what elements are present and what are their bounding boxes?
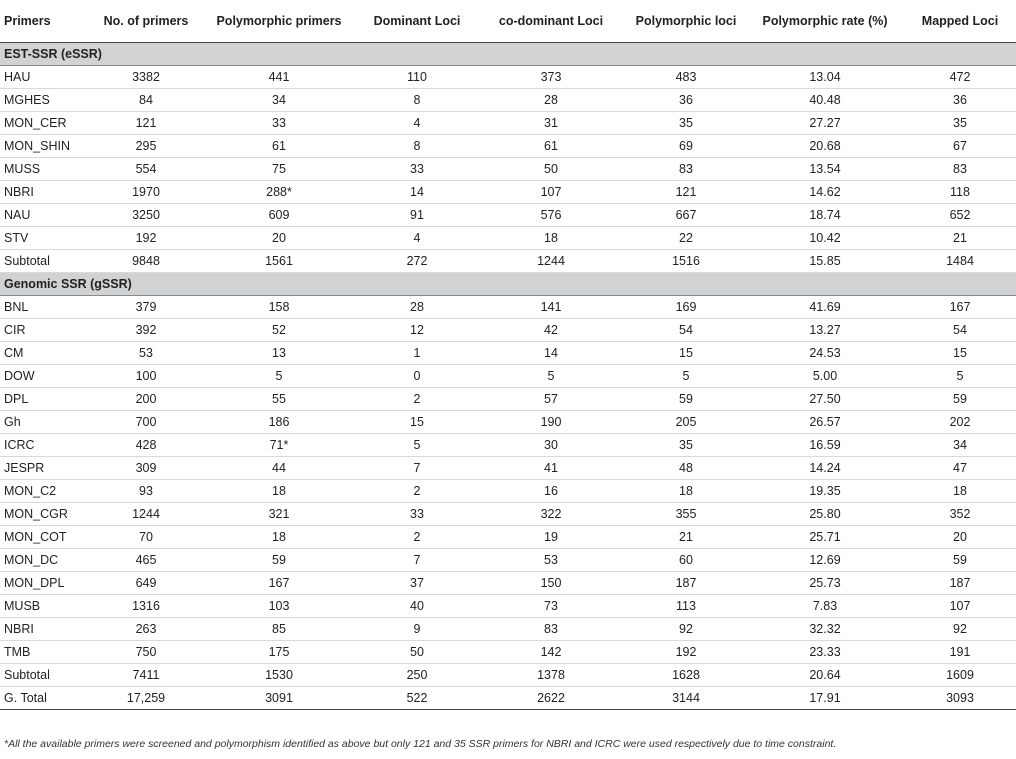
table-cell: 288* bbox=[200, 180, 358, 203]
table-cell: 14.24 bbox=[746, 456, 904, 479]
table-cell: 44 bbox=[200, 456, 358, 479]
row-label: CM bbox=[0, 341, 92, 364]
table-cell: 373 bbox=[476, 65, 626, 88]
table-cell: 1378 bbox=[476, 663, 626, 686]
table-cell: 17,259 bbox=[92, 686, 200, 709]
column-header: Polymorphic loci bbox=[626, 0, 746, 42]
row-label: HAU bbox=[0, 65, 92, 88]
table-row bbox=[0, 617, 1016, 640]
table-cell: 59 bbox=[626, 387, 746, 410]
table-cell: 28 bbox=[358, 295, 476, 318]
table-cell: 192 bbox=[626, 640, 746, 663]
table-cell: 69 bbox=[626, 134, 746, 157]
table-cell: 576 bbox=[476, 203, 626, 226]
table-cell: 379 bbox=[92, 295, 200, 318]
table-cell: 7 bbox=[358, 548, 476, 571]
table-row bbox=[0, 410, 1016, 433]
table-cell: 28 bbox=[476, 88, 626, 111]
table-cell: 12 bbox=[358, 318, 476, 341]
table-cell: 150 bbox=[476, 571, 626, 594]
table-cell: 20 bbox=[200, 226, 358, 249]
table-cell: 92 bbox=[626, 617, 746, 640]
table-cell: 61 bbox=[200, 134, 358, 157]
row-label: MON_DPL bbox=[0, 571, 92, 594]
table-cell: 483 bbox=[626, 65, 746, 88]
table-cell: 121 bbox=[92, 111, 200, 134]
table-cell: 263 bbox=[92, 617, 200, 640]
table-cell: 14.62 bbox=[746, 180, 904, 203]
row-label: MON_COT bbox=[0, 525, 92, 548]
table-cell: 18 bbox=[200, 525, 358, 548]
table-row bbox=[0, 111, 1016, 134]
table-cell: 17.91 bbox=[746, 686, 904, 709]
table-cell: 54 bbox=[626, 318, 746, 341]
table-cell: 55 bbox=[200, 387, 358, 410]
table-cell: 554 bbox=[92, 157, 200, 180]
row-label: Subtotal bbox=[0, 663, 92, 686]
table-cell: 60 bbox=[626, 548, 746, 571]
table-cell: 26.57 bbox=[746, 410, 904, 433]
table-cell: 5 bbox=[476, 364, 626, 387]
table-cell: 20.64 bbox=[746, 663, 904, 686]
column-header: No. of primers bbox=[92, 0, 200, 42]
table-cell: 10.42 bbox=[746, 226, 904, 249]
row-label: BNL bbox=[0, 295, 92, 318]
column-header: Primers bbox=[0, 0, 92, 42]
row-label: MUSS bbox=[0, 157, 92, 180]
table-cell: 34 bbox=[904, 433, 1016, 456]
table-cell: 202 bbox=[904, 410, 1016, 433]
row-label: ICRC bbox=[0, 433, 92, 456]
table-cell: 141 bbox=[476, 295, 626, 318]
table-cell: 700 bbox=[92, 410, 200, 433]
table-cell: 192 bbox=[92, 226, 200, 249]
table-cell: 2 bbox=[358, 479, 476, 502]
table-cell: 40 bbox=[358, 594, 476, 617]
table-cell: 36 bbox=[626, 88, 746, 111]
table-cell: 200 bbox=[92, 387, 200, 410]
row-label: MON_CER bbox=[0, 111, 92, 134]
table-cell: 37 bbox=[358, 571, 476, 594]
table-cell: 27.27 bbox=[746, 111, 904, 134]
row-label: MON_DC bbox=[0, 548, 92, 571]
table-cell: 465 bbox=[92, 548, 200, 571]
table-cell: 100 bbox=[92, 364, 200, 387]
table-cell: 1530 bbox=[200, 663, 358, 686]
column-header: Polymorphic rate (%) bbox=[746, 0, 904, 42]
table-cell: 322 bbox=[476, 502, 626, 525]
table-cell: 272 bbox=[358, 249, 476, 272]
table-cell: 21 bbox=[904, 226, 1016, 249]
table-row bbox=[0, 88, 1016, 111]
table-cell: 15 bbox=[626, 341, 746, 364]
table-row bbox=[0, 65, 1016, 88]
table-cell: 19.35 bbox=[746, 479, 904, 502]
header-row bbox=[0, 0, 1016, 42]
table-cell: 186 bbox=[200, 410, 358, 433]
row-label: MON_C2 bbox=[0, 479, 92, 502]
table-cell: 52 bbox=[200, 318, 358, 341]
table-cell: 13.54 bbox=[746, 157, 904, 180]
table-cell: 53 bbox=[476, 548, 626, 571]
table-cell: 113 bbox=[626, 594, 746, 617]
table-row bbox=[0, 640, 1016, 663]
table-cell: 250 bbox=[358, 663, 476, 686]
table-cell: 25.73 bbox=[746, 571, 904, 594]
table-cell: 40.48 bbox=[746, 88, 904, 111]
row-label: TMB bbox=[0, 640, 92, 663]
table-row bbox=[0, 433, 1016, 456]
table-row bbox=[0, 249, 1016, 272]
table-cell: 14 bbox=[358, 180, 476, 203]
table-cell: 522 bbox=[358, 686, 476, 709]
table-cell: 3144 bbox=[626, 686, 746, 709]
table-cell: 42 bbox=[476, 318, 626, 341]
table-row bbox=[0, 479, 1016, 502]
table-cell: 3250 bbox=[92, 203, 200, 226]
table-cell: 18 bbox=[904, 479, 1016, 502]
table-cell: 9 bbox=[358, 617, 476, 640]
table-cell: 2 bbox=[358, 387, 476, 410]
table-cell: 84 bbox=[92, 88, 200, 111]
table-row bbox=[0, 456, 1016, 479]
table-cell: 93 bbox=[92, 479, 200, 502]
row-label: NAU bbox=[0, 203, 92, 226]
table-cell: 83 bbox=[476, 617, 626, 640]
table-cell: 7 bbox=[358, 456, 476, 479]
table-cell: 8 bbox=[358, 134, 476, 157]
table-cell: 53 bbox=[92, 341, 200, 364]
table-cell: 15 bbox=[358, 410, 476, 433]
table-cell: 36 bbox=[904, 88, 1016, 111]
table-cell: 41 bbox=[476, 456, 626, 479]
table-cell: 15.85 bbox=[746, 249, 904, 272]
table-cell: 309 bbox=[92, 456, 200, 479]
table-cell: 4 bbox=[358, 226, 476, 249]
table-cell: 1561 bbox=[200, 249, 358, 272]
table-cell: 61 bbox=[476, 134, 626, 157]
table-cell: 1970 bbox=[92, 180, 200, 203]
row-label: NBRI bbox=[0, 180, 92, 203]
table-cell: 1244 bbox=[476, 249, 626, 272]
table-row bbox=[0, 203, 1016, 226]
row-label: Gh bbox=[0, 410, 92, 433]
table-cell: 750 bbox=[92, 640, 200, 663]
table-cell: 16.59 bbox=[746, 433, 904, 456]
column-header: Dominant Loci bbox=[358, 0, 476, 42]
column-header: Mapped Loci bbox=[904, 0, 1016, 42]
table-cell: 35 bbox=[904, 111, 1016, 134]
table-cell: 75 bbox=[200, 157, 358, 180]
table-cell: 67 bbox=[904, 134, 1016, 157]
table-cell: 107 bbox=[476, 180, 626, 203]
section-title: Genomic SSR (gSSR) bbox=[0, 272, 1016, 295]
table-cell: 355 bbox=[626, 502, 746, 525]
row-label: Subtotal bbox=[0, 249, 92, 272]
table-cell: 35 bbox=[626, 433, 746, 456]
table-row bbox=[0, 134, 1016, 157]
table-row bbox=[0, 571, 1016, 594]
table-cell: 14 bbox=[476, 341, 626, 364]
table-cell: 1484 bbox=[904, 249, 1016, 272]
table-row bbox=[0, 364, 1016, 387]
table-cell: 8 bbox=[358, 88, 476, 111]
table-cell: 5 bbox=[626, 364, 746, 387]
table-cell: 9848 bbox=[92, 249, 200, 272]
section-header-row bbox=[0, 42, 1016, 65]
table-cell: 321 bbox=[200, 502, 358, 525]
table-cell: 1516 bbox=[626, 249, 746, 272]
table-cell: 25.71 bbox=[746, 525, 904, 548]
table-row bbox=[0, 387, 1016, 410]
table-cell: 33 bbox=[200, 111, 358, 134]
table-cell: 73 bbox=[476, 594, 626, 617]
table-cell: 18.74 bbox=[746, 203, 904, 226]
table-cell: 54 bbox=[904, 318, 1016, 341]
table-body bbox=[0, 42, 1016, 709]
table-cell: 18 bbox=[626, 479, 746, 502]
table-cell: 22 bbox=[626, 226, 746, 249]
table-cell: 205 bbox=[626, 410, 746, 433]
table-cell: 48 bbox=[626, 456, 746, 479]
table-cell: 295 bbox=[92, 134, 200, 157]
table-cell: 23.33 bbox=[746, 640, 904, 663]
table-cell: 33 bbox=[358, 157, 476, 180]
table-cell: 5 bbox=[358, 433, 476, 456]
column-header: Polymorphic primers bbox=[200, 0, 358, 42]
table-row bbox=[0, 226, 1016, 249]
table-cell: 18 bbox=[200, 479, 358, 502]
table-cell: 352 bbox=[904, 502, 1016, 525]
table-cell: 3093 bbox=[904, 686, 1016, 709]
table-cell: 1 bbox=[358, 341, 476, 364]
table-cell: 103 bbox=[200, 594, 358, 617]
table-cell: 4 bbox=[358, 111, 476, 134]
row-label: MGHES bbox=[0, 88, 92, 111]
table-cell: 34 bbox=[200, 88, 358, 111]
table-row bbox=[0, 594, 1016, 617]
table-cell: 59 bbox=[904, 548, 1016, 571]
table-row bbox=[0, 548, 1016, 571]
table-cell: 3091 bbox=[200, 686, 358, 709]
table-cell: 169 bbox=[626, 295, 746, 318]
table-cell: 107 bbox=[904, 594, 1016, 617]
row-label: NBRI bbox=[0, 617, 92, 640]
column-header: co-dominant Loci bbox=[476, 0, 626, 42]
table-cell: 118 bbox=[904, 180, 1016, 203]
table-cell: 70 bbox=[92, 525, 200, 548]
table-row bbox=[0, 663, 1016, 686]
table-cell: 50 bbox=[358, 640, 476, 663]
table-cell: 12.69 bbox=[746, 548, 904, 571]
row-label: DOW bbox=[0, 364, 92, 387]
table-cell: 142 bbox=[476, 640, 626, 663]
row-label: JESPR bbox=[0, 456, 92, 479]
table-row bbox=[0, 295, 1016, 318]
table-cell: 1244 bbox=[92, 502, 200, 525]
table-cell: 428 bbox=[92, 433, 200, 456]
table-cell: 1628 bbox=[626, 663, 746, 686]
table-row bbox=[0, 525, 1016, 548]
table-cell: 71* bbox=[200, 433, 358, 456]
table-cell: 158 bbox=[200, 295, 358, 318]
table-row bbox=[0, 180, 1016, 203]
table-cell: 0 bbox=[358, 364, 476, 387]
table-cell: 609 bbox=[200, 203, 358, 226]
table-cell: 187 bbox=[904, 571, 1016, 594]
table-cell: 30 bbox=[476, 433, 626, 456]
table-cell: 5 bbox=[200, 364, 358, 387]
row-label: G. Total bbox=[0, 686, 92, 709]
table-cell: 85 bbox=[200, 617, 358, 640]
table-cell: 5 bbox=[904, 364, 1016, 387]
row-label: DPL bbox=[0, 387, 92, 410]
table-cell: 24.53 bbox=[746, 341, 904, 364]
table-cell: 59 bbox=[200, 548, 358, 571]
table-cell: 3382 bbox=[92, 65, 200, 88]
table-row bbox=[0, 502, 1016, 525]
table-cell: 167 bbox=[200, 571, 358, 594]
table-cell: 92 bbox=[904, 617, 1016, 640]
table-cell: 2 bbox=[358, 525, 476, 548]
section-header-row bbox=[0, 272, 1016, 295]
table-cell: 35 bbox=[626, 111, 746, 134]
table-cell: 27.50 bbox=[746, 387, 904, 410]
table-cell: 392 bbox=[92, 318, 200, 341]
table-cell: 187 bbox=[626, 571, 746, 594]
table-cell: 13.27 bbox=[746, 318, 904, 341]
table-row bbox=[0, 686, 1016, 709]
table-cell: 25.80 bbox=[746, 502, 904, 525]
table-cell: 15 bbox=[904, 341, 1016, 364]
table-row bbox=[0, 341, 1016, 364]
row-label: MON_SHIN bbox=[0, 134, 92, 157]
table-row bbox=[0, 318, 1016, 341]
row-label: MON_CGR bbox=[0, 502, 92, 525]
table-cell: 33 bbox=[358, 502, 476, 525]
table-row bbox=[0, 157, 1016, 180]
table-cell: 472 bbox=[904, 65, 1016, 88]
table-cell: 7.83 bbox=[746, 594, 904, 617]
table-cell: 13 bbox=[200, 341, 358, 364]
table-cell: 175 bbox=[200, 640, 358, 663]
table-cell: 16 bbox=[476, 479, 626, 502]
row-label: MUSB bbox=[0, 594, 92, 617]
table-cell: 41.69 bbox=[746, 295, 904, 318]
table-cell: 32.32 bbox=[746, 617, 904, 640]
table-cell: 18 bbox=[476, 226, 626, 249]
table-cell: 190 bbox=[476, 410, 626, 433]
table-cell: 13.04 bbox=[746, 65, 904, 88]
table-cell: 652 bbox=[904, 203, 1016, 226]
table-cell: 5.00 bbox=[746, 364, 904, 387]
footnote: *All the available primers were screened and polymorphism identified as above but only 121 and 35 SSR primers for NBRI and ICRC were used respectively due to time constraint. bbox=[4, 738, 837, 750]
table-cell: 50 bbox=[476, 157, 626, 180]
table-cell: 441 bbox=[200, 65, 358, 88]
table-cell: 121 bbox=[626, 180, 746, 203]
table-cell: 667 bbox=[626, 203, 746, 226]
table-cell: 21 bbox=[626, 525, 746, 548]
table-cell: 91 bbox=[358, 203, 476, 226]
section-title: EST-SSR (eSSR) bbox=[0, 42, 1016, 65]
table-cell: 20 bbox=[904, 525, 1016, 548]
table-cell: 7411 bbox=[92, 663, 200, 686]
table-cell: 19 bbox=[476, 525, 626, 548]
table-cell: 110 bbox=[358, 65, 476, 88]
table-cell: 1316 bbox=[92, 594, 200, 617]
table-cell: 31 bbox=[476, 111, 626, 134]
table-cell: 20.68 bbox=[746, 134, 904, 157]
table-cell: 57 bbox=[476, 387, 626, 410]
table-cell: 167 bbox=[904, 295, 1016, 318]
table-cell: 191 bbox=[904, 640, 1016, 663]
row-label: STV bbox=[0, 226, 92, 249]
table-cell: 649 bbox=[92, 571, 200, 594]
table-cell: 2622 bbox=[476, 686, 626, 709]
table-cell: 83 bbox=[904, 157, 1016, 180]
table-cell: 1609 bbox=[904, 663, 1016, 686]
row-label: CIR bbox=[0, 318, 92, 341]
table-cell: 59 bbox=[904, 387, 1016, 410]
table-cell: 83 bbox=[626, 157, 746, 180]
table-cell: 47 bbox=[904, 456, 1016, 479]
